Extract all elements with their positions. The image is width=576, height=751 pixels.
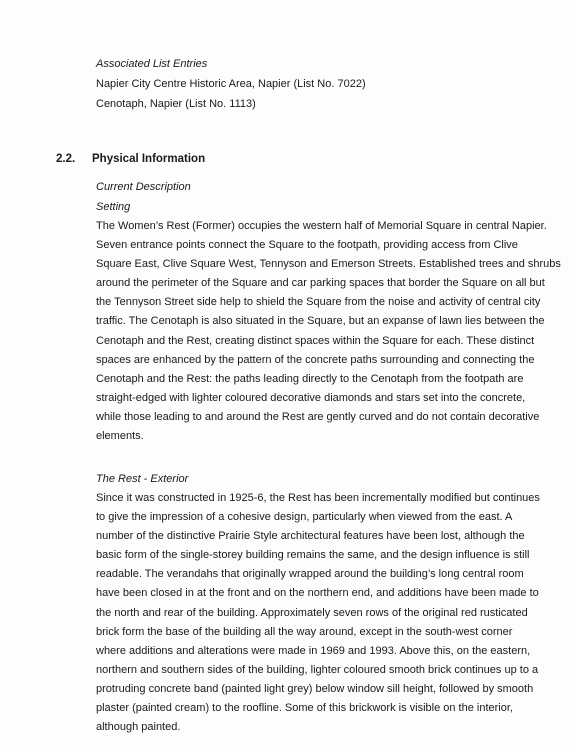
paragraph-line: number of the distinctive Prairie Style architectural features have been lost, although the [96, 530, 525, 543]
associated-heading: Associated List Entries [96, 58, 208, 70]
paragraph-line: Square East, Clive Square West, Tennyson and Emerson Streets. Established trees and shrubs [96, 258, 561, 271]
rest-exterior-paragraph [96, 489, 540, 737]
section-heading [56, 149, 526, 169]
associated-entry: Cenotaph, Napier (List No. 1113) [96, 98, 256, 110]
paragraph-line: while those leading to and around the Rest are gently curved and do not contain decorative [96, 410, 540, 423]
paragraph-line: where additions and alterations were made in 1969 and 1993. Above this, on the eastern, [96, 644, 531, 657]
current-description-headings [96, 177, 526, 217]
section-title: Physical Information [92, 153, 206, 165]
rest-exterior-heading: The Rest - Exterior [96, 473, 189, 485]
setting-subheading: Setting [96, 201, 131, 213]
paragraph-line: spaces are enhanced by the pattern of the concrete paths surrounding and connecting the [96, 353, 535, 366]
paragraph-line: northern and southern sides of the building, lighter coloured smooth brick continues up to a [96, 663, 539, 676]
paragraph-line: straight-edged with lighter coloured decorative diamonds and stars set into the concrete, [96, 391, 526, 404]
paragraph-line: around the perimeter of the Square and car parking spaces that border the Square on all but [96, 277, 545, 290]
paragraph-line: readable. The verandahs that originally wrapped around the building’s long central room [96, 568, 524, 581]
paragraph-line: Seven entrance points connect the Square to the footpath, providing access from Clive [96, 239, 518, 252]
current-description-heading: Current Description [96, 181, 191, 193]
paragraph-line: protruding concrete band (painted light grey) below window sill height, followed by smooth [96, 682, 534, 695]
paragraph-line: although painted. [96, 721, 181, 734]
paragraph-line: plaster (painted cream) to the roofline. Some of this brickwork is visible on the interior, [96, 702, 513, 715]
paragraph-line: the north and rear of the building. Approximately seven rows of the original red rusticated [96, 606, 528, 619]
paragraph-line: to give the impression of a cohesive design, particularly when viewed from the east. A [96, 511, 513, 524]
paragraph-line: elements. [96, 430, 144, 443]
paragraph-line: have been closed in at the front and on the northern end, and additions have been made to [96, 587, 539, 600]
paragraph-line: brick form the base of the building all the way around, except in the south-west corner [96, 625, 513, 638]
associated-list-entries [96, 54, 526, 114]
paragraph-line: the Tennyson Street side help to shield the Square from the noise and activity of central city [96, 296, 541, 309]
associated-entry: Napier City Centre Historic Area, Napier (List No. 7022) [96, 78, 366, 90]
paragraph-line: Since it was constructed in 1925-6, the Rest has been incrementally modified but continues [96, 492, 540, 504]
paragraph-line: traffic. The Cenotaph is also situated in the Square, but an expanse of lawn lies between the [96, 315, 545, 328]
setting-paragraph [96, 217, 561, 446]
paragraph-line: Cenotaph and the Rest, creating distinct spaces within the Square for each. These distinct [96, 334, 535, 347]
section-number: 2.2. [56, 153, 76, 165]
paragraph-line: The Women’s Rest (Former) occupies the western half of Memorial Square in central Napier. [96, 220, 547, 232]
paragraph-line: Cenotaph and the Rest: the paths leading directly to the Cenotaph from the footpath are [96, 372, 524, 385]
paragraph-line: basic form of the single-storey building remains the same, and the design influence is still [96, 549, 530, 562]
